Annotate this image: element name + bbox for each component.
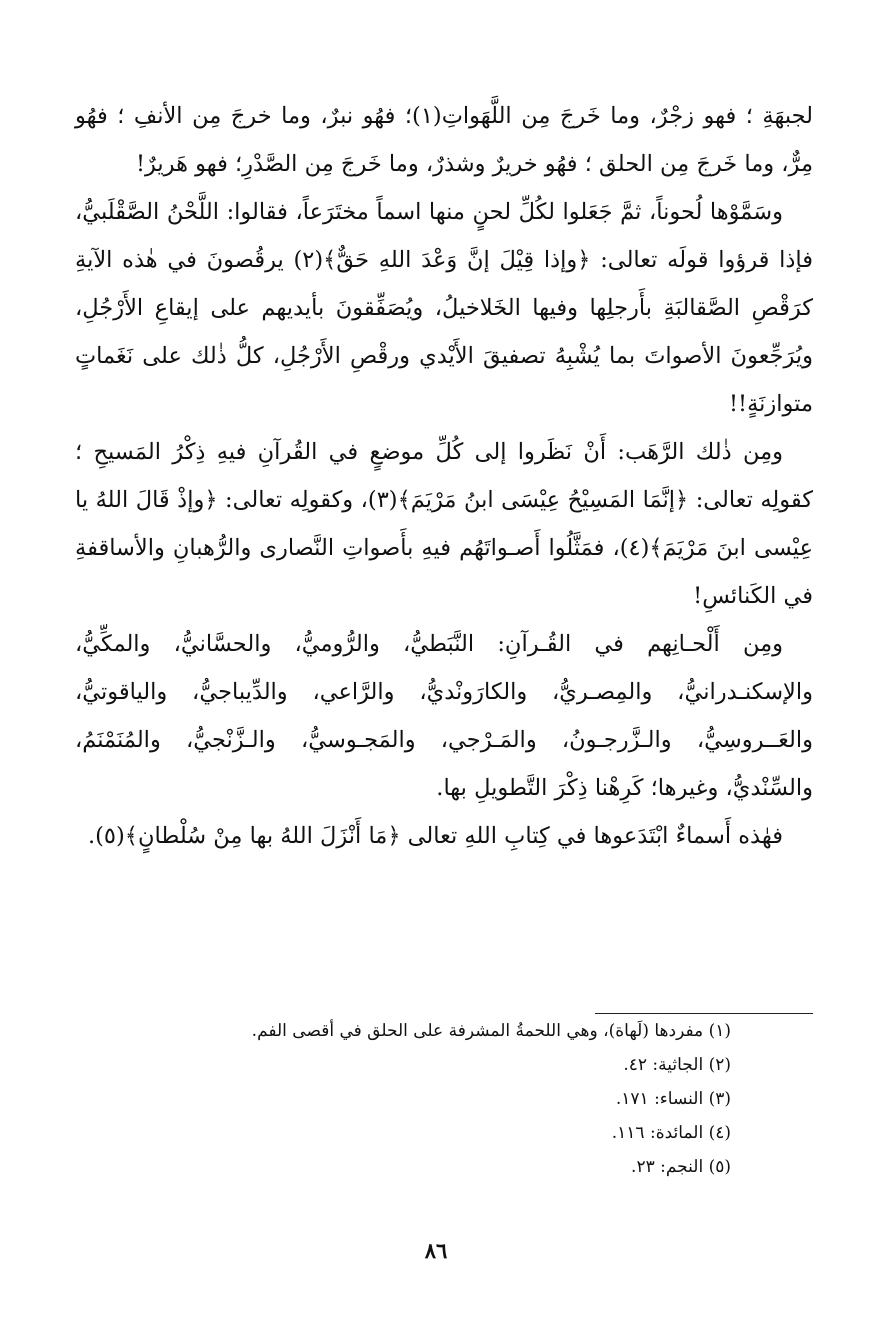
footnote: (٣) النساء: ١٧١. <box>615 1089 731 1109</box>
paragraph: وسَمَّوْها لُحوناً، ثمَّ جَعَلوا لكُلِّ لحنٍ منها اسماً مختَرَعاً، فقالوا: اللَّحْنُ الصَّقْلَبيُّ، فإذا قرؤوا قولَه تعالى: ﴿وإذا قِيْلَ إنَّ وَعْدَ اللهِ حَقٌّ﴾(٢) يرقُصونَ في هٰذه الآيةِ كرَقْصِ الصَّقالبَةِ بأَرجلِها وفيها الخَلاخيلُ، ويُصَفِّقونَ بأيديهم على إيقاعِ الأَرْجُلِ، ويُرَجِّعونَ الأصواتَ بما يُشْبِهُ تصفيقَ الأَيْدي ورقْصِ الأَرْجُلِ، كلُّ ذٰلك على نَغَماتٍ متوازنَةٍ!! <box>75 199 814 417</box>
footnote: (٢) الجاثية: ٤٢. <box>623 1055 731 1075</box>
footnote: (٤) المائدة: ١١٦. <box>611 1123 731 1143</box>
footnotes <box>75 1014 813 1184</box>
paragraph: ومِن أَلْحـانِهم في القُـرآنِ: النَّبَطيُّ، والرُّوميُّ، والحسَّانيُّ، والمكِّيُّ، والإسكنـدرانيُّ، والمِصـريُّ، والكارَونْديُّ، والرَّاعي، والدِّيباجيُّ، والياقوتيُّ، والعَــروسِيُّ، والـزَّرجـونُ، والمَـرْجي، والمَجـوسيُّ، والـزَّنْجيُّ، والمُنَمْنَمُ، والسِّنْديُّ، وغيرها؛ كَرِهْنا ذِكْرَ التَّطويلِ بها. <box>75 631 813 801</box>
paragraph: ومِن ذٰلك الرَّهَب: أَنْ نَظَروا إلى كُلِّ موضعٍ في القُرآنِ فيهِ ذِكْرُ المَسيحِ ؛ كقولِه تعالى: ﴿إنَّمَا المَسِيْحُ عِيْسَى ابنُ مَرْيَمَ﴾(٣)، وكقولِه تعالى: ﴿وإذْ قَالَ اللهُ يا عِيْسى ابنَ مَرْيَمَ﴾(٤)، فمَثَّلُوا أَصـواتَهُم فيهِ بأَصواتِ النَّصارى والرُّهبانِ والأساقفةِ في الكَنائسِ! <box>75 439 813 609</box>
page-number: ٨٦ <box>424 1238 448 1263</box>
main-text <box>75 92 813 860</box>
footnote: (١) مفردها (لَهاة)، وهي اللحمةُ المشرفة على الحلق في أقصى الفم. <box>251 1021 731 1041</box>
paragraph: فهٰذه أَسماءٌ ابْتَدَعوها في كِتابِ اللهِ تعالى ﴿مَا أَنْزَلَ اللهُ بها مِنْ سُلْطانٍ﴾(٥). <box>87 823 783 849</box>
footnote: (٥) النجم: ٢٣. <box>631 1157 731 1177</box>
paragraph: لجبهَةِ ؛ فهو زجْرٌ، وما خَرجَ مِن اللَّهَواتِ(١)؛ فهُو نبرٌ، وما خرجَ مِن الأنفِ ؛ فهُو مِرٌّ، وما خَرجَ مِن الحلق ؛ فهُو خريرٌ وشذرٌ، وما خَرجَ مِن الصَّدْرِ؛ فهو هَريرٌ! <box>75 103 813 177</box>
